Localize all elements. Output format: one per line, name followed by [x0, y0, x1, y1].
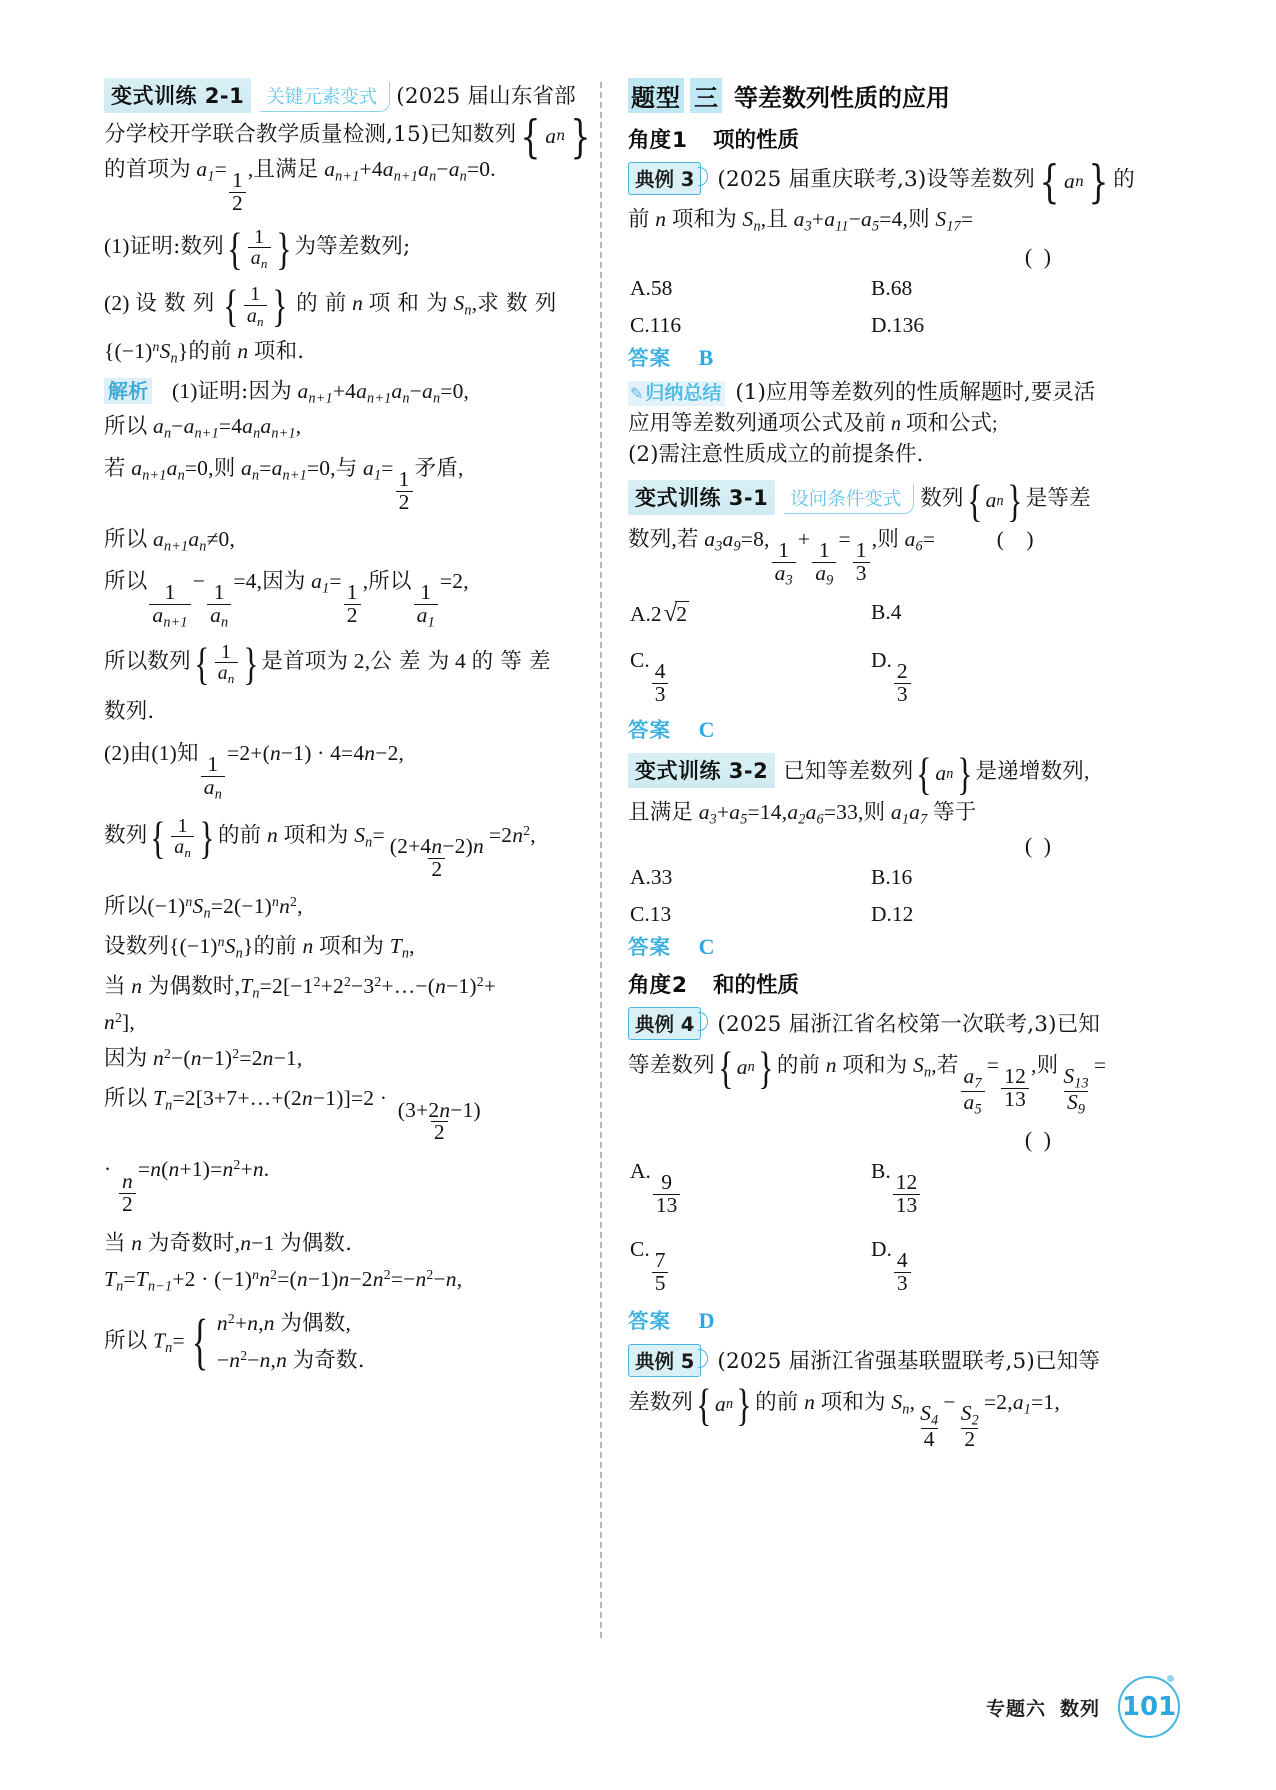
angle-1-number: 1 — [672, 128, 687, 153]
section-keyword: 题型 — [628, 78, 684, 113]
solution-line-4: 所以 $a_{n+1}a_n\ne 0$, — [104, 527, 236, 555]
exercise-tag: 变式训练 2-1 — [104, 78, 251, 113]
answer-label: 答案 — [628, 934, 671, 959]
solution-line-17: 当 n 为奇数时,n−1 为偶数. — [104, 1230, 353, 1256]
column-divider — [600, 82, 602, 1638]
exercise-3-1-choices — [628, 600, 1098, 706]
pen-icon: ✎ — [630, 383, 644, 403]
solution-line-18: $T_n=T_{n-1}+2 \cdot (-1)^nn^2=(n-1)n-2n^2=-n^2-n$, — [104, 1266, 463, 1295]
solution-line-7: 数列. — [104, 698, 155, 724]
exercise-3-2-answer-parens: ( ) — [1024, 832, 1054, 858]
solution-line-9: 数列 { $\frac{1}{a_n}$ } 的前 n 项和为 $S_n=$ $\frac{(2+4n-2)n}{2}$ $=2n^2$, — [104, 812, 536, 881]
choice-d[interactable]: D. $\frac{4}{3}$ — [863, 1237, 1098, 1295]
choice-c[interactable]: C. $\frac{4}{3}$ — [628, 648, 863, 706]
footer-text — [986, 1694, 1100, 1721]
exercise-3-2-tag: 变式训练 3-2 — [628, 753, 775, 788]
exercise-3-1-header: 变式训练 3-1 设问条件变式 数列 { a n } 是等差 — [628, 480, 1098, 520]
exercise-part-2b: $\{(-1)^nS_n\}$的前 n 项和. — [104, 339, 305, 367]
exercise-3-1-variant-label: 设问条件变式 — [784, 484, 914, 514]
angle-1-label: 角度 — [628, 128, 672, 153]
solution-line-11: 设数列$\{(-1)^nS_n\}$的前 n 项和为 $T_n$, — [104, 934, 415, 962]
answer-label: 答案 — [628, 1309, 671, 1334]
solution-line-14: 因为 $n^2-(n-1)^2=2n-1$, — [104, 1046, 303, 1072]
solution-line-13: $n^2$], — [104, 1010, 135, 1035]
choice-d[interactable]: D.136 — [871, 312, 925, 337]
exercise-3-2-choices — [628, 865, 1098, 927]
solution-line-5: 所以 $\frac{1}{a_{n+1}}$ − $\frac{1}{a_n}$ =4,因为 $a_1=$ $\frac{1}{2}$ ,所以 $\frac{1}{a_1}$ =2, — [104, 569, 469, 631]
example-4-header: 典例 4 (2025 届浙江省名校第一次联考,3)已知 — [628, 1007, 1098, 1044]
summary-line-2: 应用等差数列通项公式及前 n 项和公式; — [628, 410, 998, 436]
solution-label: 解析 — [104, 378, 152, 404]
exercise-3-2-answer-row — [628, 933, 1098, 962]
example-4-answer-parens: ( ) — [1024, 1126, 1054, 1152]
example-4-choices — [628, 1159, 1098, 1295]
angle-2-label: 角度 — [628, 972, 672, 998]
exercise-2-1-header — [104, 78, 576, 116]
answer-label: 答案 — [628, 718, 671, 743]
choice-c[interactable]: C.116 — [630, 312, 682, 337]
answer-label: 答案 — [628, 345, 671, 370]
example-5-tag: 典例 5 — [628, 1344, 701, 1377]
answer-value: B — [698, 344, 714, 370]
solution-line-15: 所以 $T_n=2[3+7+\dots+(2n-1)]=2$ · $\frac{(3+2n-1)}{2}$ — [104, 1086, 481, 1145]
angle-1-title: 项的性质 — [712, 128, 799, 153]
solution-line-12: 当 n 为偶数时$,T_n=2[-1^2+2^2-3^2+\dots-(n-1)^2+$ — [104, 974, 497, 1002]
solution-line-16: · $\frac{n}{2}$ $=n(n+1)=n^2+n$. — [104, 1157, 270, 1216]
solution-line-2: 所以 $a_n-a_{n+1}=4a_na_{n+1}$, — [104, 414, 302, 442]
choice-b[interactable]: B.68 — [871, 275, 913, 300]
summary-label: ✎ 归纳总结 — [628, 381, 725, 406]
choice-b[interactable]: B.16 — [871, 864, 913, 889]
example-3-answer-parens: ( ) — [1024, 243, 1054, 269]
solution-line-3: 若 $a_{n+1}a_n=0$,则 $a_n=a_{n+1}=0$,与 $a_1=$ $\frac{1}{2}$ 矛盾, — [104, 456, 464, 515]
example-3-choices — [628, 276, 1098, 338]
solution-line-8: (2)由(1)知 $\frac{1}{a_n}$ =2+(n−1) · 4=4n−2, — [104, 740, 405, 803]
choice-b[interactable]: B.4 — [871, 600, 902, 625]
example-4-stem: 等差数列 { a n } 的前 n 项和为 $S_n$,若 $\frac{a_7}{a_5}$ = $\frac{12}{13}$ ,则 $\frac{S_{13}}{S_9}$ = — [628, 1042, 1107, 1118]
two-column-layout — [104, 78, 1180, 1638]
exercise-stem-line: 的首项为 $a_1=$ $\frac{1}{2}$ ,且满足 $a_{n+1}+4a_{n+1}a_n-a_n=0$. — [104, 156, 496, 215]
choice-b[interactable]: B. $\frac{12}{13}$ — [863, 1159, 1098, 1217]
exercise-part-2a: (2) 设 数 列 { $\frac{1}{a_n}$ } 的 前 n 项 和 为 $S_n$,求 数 列 — [104, 281, 557, 332]
solution-line-6: 所以数列 { $\frac{1}{a_n}$ } 是首项为 2,公 差 为 4 的 等 差 — [104, 638, 551, 689]
angle-2-heading — [628, 968, 1098, 999]
section-heading — [628, 78, 1098, 113]
solution-line-10: 所以$(-1)^nS_n=2(-1)^nn^2$, — [104, 893, 303, 922]
left-column — [104, 78, 591, 1380]
exercise-3-1-answer-row — [628, 716, 1098, 745]
footer-subject: 专题六 — [985, 1697, 1046, 1720]
choice-a[interactable]: A. $\frac{9}{13}$ — [628, 1159, 863, 1217]
exercise-source-part2: 分学校开学联合教学质量检测,15)已知数列 { a n } — [104, 109, 591, 163]
variant-type-label: 关键元素变式 — [260, 82, 390, 112]
summary-line-3: (2)需注意性质成立的前提条件. — [628, 441, 924, 467]
choice-c[interactable]: C.13 — [630, 901, 672, 926]
solution-line-1: 解析 (1)证明:因为 $a_{n+1}+4a_{n+1}a_n-a_n=0$, — [104, 378, 552, 408]
solution-line-19: 所以 $T_n=$ { $n^2+n,n$ 为偶数, $-n^2-n,n$ 为奇数. — [104, 1307, 365, 1377]
example-5-stem: 差数列 { a n } 的前 n 项和为 $S_n$, $\frac{S_4}{4}$ − $\frac{S_2}{2}$ $=2,a_1=1$, — [628, 1379, 1060, 1452]
exercise-part-1: (1)证明:数列 { $\frac{1}{a_n}$ } 为等差数列; — [104, 223, 411, 274]
angle-2-number: 2 — [672, 972, 687, 998]
exercise-3-1-stem: 数列,若 $a_3a_9=8$, $\frac{1}{a_3}$ + $\frac{1}{a_9}$ = $\frac{1}{3}$ ,则 $a_6=$ ( ) — [628, 527, 1034, 589]
angle-2-title: 和的性质 — [712, 972, 799, 998]
right-column — [628, 78, 1135, 1452]
summary-line-1: ✎ 归纳总结 (1)应用等差数列的性质解题时,要灵活 — [630, 379, 1096, 405]
example-4-tag: 典例 4 — [628, 1007, 701, 1040]
exercise-3-2-header: 变式训练 3-2 已知等差数列 { a n } 是递增数列, — [628, 753, 1098, 793]
section-number: 三 — [690, 78, 722, 113]
choice-d[interactable]: D. $\frac{2}{3}$ — [863, 648, 1098, 706]
choice-a[interactable]: A.58 — [630, 275, 673, 300]
example-5-header: 典例 5 (2025 届浙江省强基联盟联考,5)已知等 — [628, 1344, 1098, 1381]
angle-1-heading — [628, 123, 1098, 154]
answer-value: D — [698, 1308, 715, 1334]
page-number: 101 — [1118, 1676, 1180, 1738]
example-3-answer-row — [628, 344, 1098, 373]
choice-a[interactable]: A.2√2 — [630, 600, 687, 628]
example-3-tag: 典例 3 — [628, 162, 701, 195]
footer-topic: 数列 — [1059, 1697, 1100, 1720]
answer-value: C — [698, 933, 715, 959]
exercise-3-1-tag: 变式训练 3-1 — [628, 480, 775, 515]
exercise-source-part1: (2025 届山东省部 — [396, 84, 576, 109]
section-title: 等差数列性质的应用 — [734, 84, 950, 112]
choice-d[interactable]: D.12 — [871, 901, 914, 926]
answer-value: C — [698, 717, 715, 743]
choice-a[interactable]: A.33 — [630, 864, 673, 889]
example-4-answer-row — [628, 1307, 1098, 1336]
exercise-3-2-stem: 且满足 $a_3+a_5=14,a_2a_6=33$,则 $a_1a_7$ 等于 — [628, 799, 977, 828]
choice-c[interactable]: C. $\frac{7}{5}$ — [628, 1237, 863, 1295]
page-footer — [0, 1676, 1276, 1738]
example-3-header: 典例 3 (2025 届重庆联考,3)设等差数列 { a n } 的 — [628, 162, 1098, 201]
example-3-stem: 前 n 项和为 $S_n$,且 $a_3+a_{11}-a_5=4$,则 $S_{17}=$ — [628, 206, 974, 235]
